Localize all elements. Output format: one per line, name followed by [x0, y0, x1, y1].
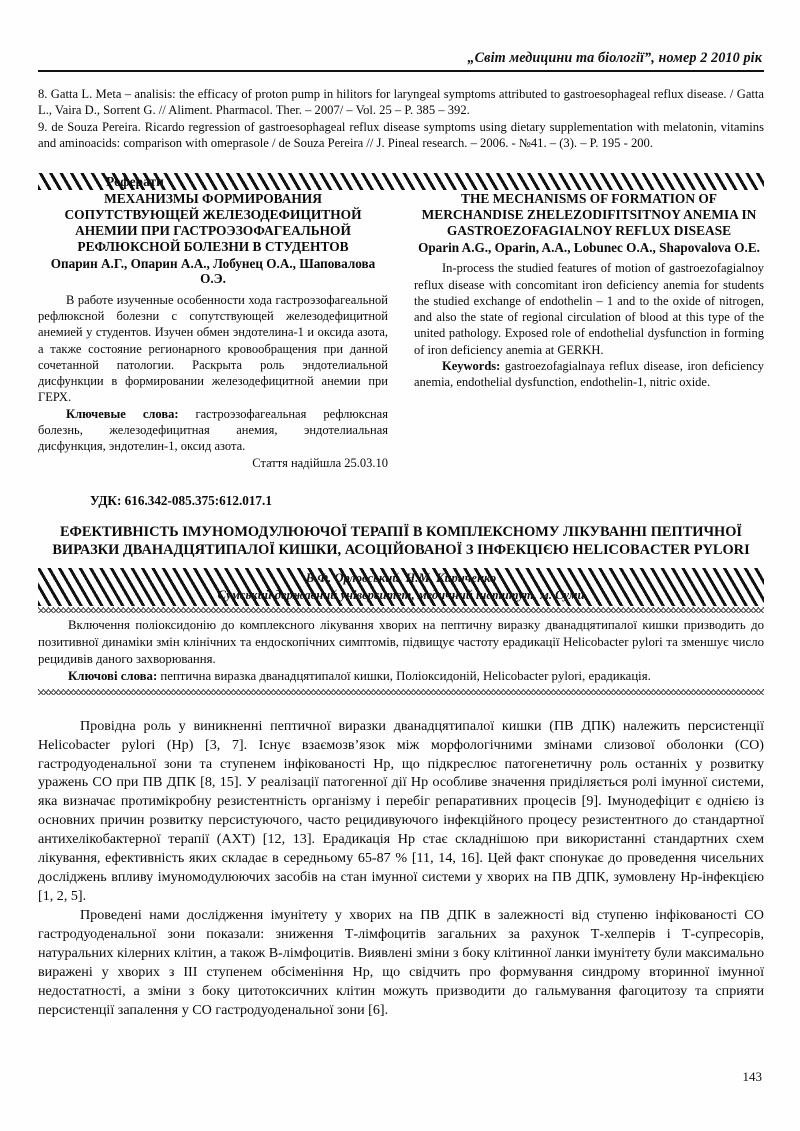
article-abstract-block	[38, 613, 764, 688]
abstract-en-keywords	[414, 358, 764, 391]
abstract-en-body-wrap	[414, 260, 764, 390]
abstract-ru-title: МЕХАНИЗМЫ ФОРМИРОВАНИЯ СОПУТСТВУЮЩЕЙ ЖЕЛЕЗОДЕФИЦИТНОЙ АНЕМИИ ПРИ ГАСТРОЭЗОФАГЕАЛЬНОЙ РЕФЛЮКСНОЙ БОЛЕЗНИ В СТУДЕНТОВ	[64, 191, 362, 254]
running-header-title: „Світ медицини та біології”, номер 2 2010 рік	[467, 50, 762, 66]
received-date: Стаття надійшла 25.03.10	[252, 456, 388, 471]
abstract-bottom-wave-rule	[38, 688, 764, 695]
abstract-ru-keywords-label: Ключевые слова:	[66, 406, 179, 421]
article-body	[38, 717, 764, 1020]
header-rule	[38, 70, 764, 72]
abstract-ru-keywords	[38, 406, 388, 455]
reference-item-9: 9. de Souza Pereira. Ricardo regression of gastroesophageal reflux disease symptoms using dietary supplementation with melatonin, vitamins and aminoacids: comparison with omeprasole / de Souza Pereira // J. Pineal research. – 2006. - №41. – (3). – P. 195 - 200.	[38, 119, 764, 151]
abstract-ru-keywords-text: гастроэзофагеальная рефлюксная болезнь, железодефицитная анемия, эндотелиальная дисфункция, эндотелин-1, оксид азота.	[38, 406, 388, 454]
article-title: ЕФЕКТИВНІСТЬ ІМУНОМОДУЛЮЮЧОЇ ТЕРАПІЇ В КОМПЛЕКСНОМУ ЛІКУВАННІ ПЕПТИЧНОЇ ВИРАЗКИ ДВАНАДЦЯТИПАЛОЇ КИШКИ, АСОЦІЙОВАНОЇ З ІНФЕКЦІЄЮ HELICOBACTER PYLORI	[52, 524, 750, 559]
references-list	[38, 86, 764, 151]
page-number: 143	[742, 1069, 762, 1084]
abstract-ru-body-wrap	[38, 292, 388, 455]
page-content-area	[38, 0, 764, 1131]
abstract-ru-text: В работе изученные особенности хода гастроэзофагеальной рефлюксной болезни с сопутствующей железодефицитной анемией у студентов. Изучен обмен эндотелина-1 и оксида азота, а также состояние регионарного кровообращения при данной сочетанной патологии. Раскрыта роль эндотелиальной дисфункции в формировании железодефицитной анемии при ГЕРХ.	[38, 292, 388, 405]
article-keywords-text: пептична виразка дванадцятипалої кишки, Поліоксидоній, Helicobacter pylori, ерадикація.	[157, 668, 651, 683]
body-paragraph-1: Провідна роль у виникненні пептичної виразки дванадцятипалої кишки (ПВ ДПК) належить персистенції Helicobacter pylori (Hp) [3, 7]. Існує взаємозв’язок між морфологічними змінами слизової оболонки (СО) гастродуоденальної зони та ступенем інфікованості Нр, що підкреслює патогенетичну роль останніх у розвитку уражень СО при ПВ ДПК [8, 15]. У реалізації патогенної дії Нр особливе значення приділяється ролі імунної системи, яка визначає протимікробну резистентність організму і перебіг репаративних процесів [9]. Імунодефіцит є однією із основних причин розвитку персистуючого, часто рецидивуючого інфекційного процесу резистентного до стандартної антихелікобактерної терапії (АХТ) [12, 13]. Ерадикація Нр стає складнішою при використанні стандартних схем лікування, ефективність яких складає в середньому 65-87 % [11, 14, 16]. Цей факт спонукає до проведення чисельних досліджень впливу імуномодулюючих засобів на стан імунної системи у хворих на ПВ ДПК, зумовлену Нр-інфекцією [1, 2, 5].	[38, 717, 764, 905]
abstract-en-keywords-text: gastroezofagialnaya reflux disease, iron deficiency anemia, endothelial dysfunction, endothelin-1, nitric oxide.	[414, 358, 764, 390]
abstract-top-wave-rule	[38, 606, 764, 613]
abstracts-banner-label: Реферати	[106, 174, 164, 190]
abstract-russian	[38, 191, 388, 471]
abstract-en-keywords-label: Keywords:	[442, 358, 501, 373]
article-affiliation: Сумський державний університет, медичний інститут, м. Суми	[217, 587, 585, 602]
body-paragraph-2: Проведені нами дослідження імунітету у хворих на ПВ ДПК в залежності від ступеню інфікованості СО гастродуоденальної зони показали: зниження Т-лімфоцитів загальних за рахунок Т-хелперів і Т-супресорів, натуральних кілерних клітин, а також В-лімфоцитів. Виявлені зміни з боку клітинної ланки імунітету були максимально виражені у хворих з ІІІ ступенем обсіменіння Нр, що свідчить про формування синдрому вторинної імунної недостатності, а зміни з боку цитотоксичних клітин можуть призводити до гальмування фагоцитозу та сприяти персистенції запалення у СО гастродуоденальної зони [6].	[38, 907, 764, 1018]
abstract-en-title: THE MECHANISMS OF FORMATION OF MERCHANDISE ZHELEZODIFITSITNOY ANEMIA IN GASTROEZOFAGIALNOY REFLUX DISEASE	[421, 191, 757, 239]
abstract-en-authors: Oparin A.G., Oparin, A.A., Lobunec O.A., Shapovalova O.E.	[418, 239, 760, 255]
abstracts-banner	[38, 173, 764, 190]
article-keywords	[38, 668, 764, 685]
article-authors-banner	[38, 568, 764, 606]
reference-item-8: 8. Gatta L. Meta – analisis: the efficacy of proton pump in hilitors for laryngeal symptoms attributed to gastroesophageal reflux disease. / Gatta L., Vaira D., Sorrent G. // Aliment. Pharmacol. Ther. – 2007/ – Vol. 25 – P. 385 – 392.	[38, 87, 764, 118]
abstract-english	[414, 191, 764, 471]
abstract-en-text: In-process the studied features of motion of gastroezofagialnoy reflux disease with concomitant iron deficiency anemia for students the studied exchange of endothelin – 1 and to the oxide of nitrogen, and also the state of regional circulation of blood at this type of the united pathology. Exposed role of endothelial dysfunction in forming of iron deficiency anemia at GERKH.	[414, 261, 764, 357]
abstracts-columns	[38, 191, 764, 471]
abstract-ru-authors: Опарин А.Г., Опарин А.А., Лобунец О.А., Шаповалова О.Э.	[50, 255, 376, 287]
article-authors: В.Ф. Орловський, Н.М. Кириченко	[305, 571, 497, 586]
article-abstract-text: Включення поліоксидонію до комплексного лікування хворих на пептичну виразку дванадцятипалої кишки призводить до позитивної динаміки змін клінічних та ендоскопічних симптомів, підвищує частоту ерадикації Helicobacter pylori та зменшує число рецидивів даного захворювання.	[38, 618, 764, 666]
article-keywords-label: Ключові слова:	[68, 668, 158, 683]
udk-code: УДК: 616.342-085.375:612.017.1	[90, 493, 272, 509]
